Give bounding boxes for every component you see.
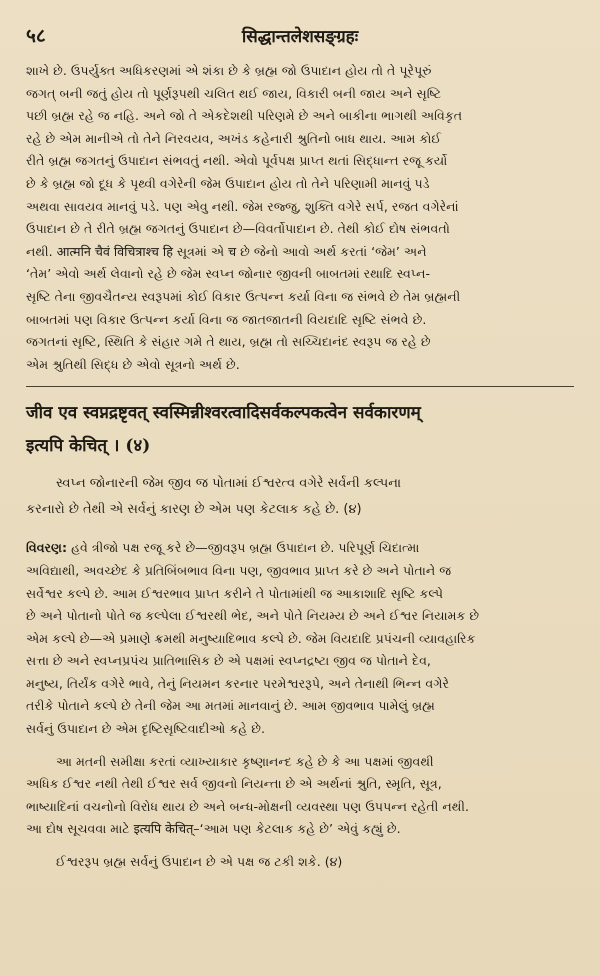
text-line: સત્તા છે અને સ્વપ્નપ્રપંચ પ્રાતિભાસિક છે એ પક્ષમાં સ્વપ્નદ્રષ્ટા જીવ જ પોતાને દેવ,: [26, 653, 431, 669]
text-line: જગતનાં સૃષ્ટિ, સ્થિતિ કે સંહાર ગમે તે થાય, બ્રહ્મ તો સચ્ચિદાનંદ સ્વરૂપ જ રહે છે: [26, 334, 431, 350]
commentary-paragraph: [26, 60, 574, 376]
running-title: सिद्धान्तलेशसङ्ग्रहः: [241, 27, 359, 47]
text-line: અધિક ઈશ્વર નથી તેથી ઈશ્વર સર્વ જીવનો નિયન્તા છે એ અર્થનાં શ્રુતિ, સ્મૃતિ, સૂત્ર,: [26, 776, 442, 792]
text-line: એમ કલ્પે છે—એ પ્રમાણે ક્રમથી મનુષ્યાદિભાવ કલ્પે છે. જેમ વિયદાદિ પ્રપંચની વ્યાવહારિક: [26, 630, 476, 646]
text-line: અથવા સાવયવ માનવું પડે. પણ એવુ નથી. જેમ રજ્જુ, શુક્તિ વગેરે સર્પ, રજત વગેરેનાં: [26, 198, 459, 214]
text-line: રીતે બ્રહ્મ જગતનું ઉપાદાન સંભવતું નથી. એવો પૂર્વપક્ષ પ્રાપ્ત થતાં સિદ્ધાન્ત રજૂ કર્યો: [26, 153, 448, 169]
text-line: ભાષ્યાદિનાં વચનોનો વિરોધ થાય છે અને બન્ધ-મોક્ષની વ્યવસ્થા પણ ઉપપન્ન રહેતી નથી.: [26, 798, 470, 814]
text-line: છે કે બ્રહ્મ જો દૂધ કે પૃથ્વી વગેરેની જેમ ઉપાદાન હોય તો તેને પરિણામી માનવું પડે: [26, 175, 430, 191]
text-line: મનુષ્ય, તિર્યંક વગેરે ભાવે, તેનું નિયમન કરનાર પરમેશ્વરરૂપે, અને તેનાથી ભિન્ન વગેરે: [26, 675, 449, 691]
text-line: આ મતની સમીક્ષા કરતાં વ્યાખ્યાકાર કૃષ્ણાનન્દ કહે છે કે આ પક્ષમાં જીવથી: [56, 753, 434, 769]
text-line: બાબતમાં પણ વિકાર ઉત્પન્ન કર્યા વિના જ જાતજાતની વિયદાદિ સૃષ્ટિ સંભવે છે.: [26, 311, 427, 327]
text-line: શાખે છે. ઉપર્યુક્ત અધિકરણમાં એ શંકા છે કે બ્રહ્મ જો ઉપાદાન હોય તો તે પૂરેપૂરું: [26, 63, 432, 78]
text-line: નથી. आत्मनि चैवं विचित्राश्च हि સૂત્રમાં એ च છે જેનો આવો અર્થ કરતાં ‘જેમ’ અને: [26, 243, 427, 259]
sanskrit-sutra: [26, 397, 574, 463]
text-line: સૃષ્ટિ તેના જીવચૈતન્ય સ્વરૂપમાં કોઈ વિકાર ઉત્પન્ન કર્યા વિના જ સંભવે છે તેમ બ્રહ્મની: [26, 288, 461, 304]
conclusion-line: ઈશ્વરરૂપ બ્રહ્મ સર્વનું ઉપાદાન છે એ પક્ષ જ ટકી શકે. (૪): [56, 854, 343, 870]
page-header: [26, 22, 574, 48]
vivaran-label: વિવરણ:: [26, 540, 68, 556]
text-line: અવિદ્યાથી, અવચ્છેદ કે પ્રતિબિંબભાવ વિના પણ, જીવભાવ પ્રાપ્ત કરે છે અને પોતાને જ: [26, 562, 452, 578]
text-line: રહે છે એમ માનીએ તો તેને નિરવયવ, અખંડ કહેનારી શ્રુતિનો બાધ થાય. આમ કોઈ: [26, 130, 442, 146]
sutra-line: इत्यपि केचित् । (४): [26, 436, 151, 457]
text-line: સર્વેશ્વર કલ્પે છે. આમ ઈશ્વરભાવ પ્રાપ્ત કરીને તે પોતામાંથી જ આકાશાદિ સૃષ્ટિ કલ્પે: [26, 585, 444, 601]
text-line: તરીકે પોતાને કલ્પે છે તેની જેમ આ મતમાં માનવાનું છે. આમ જીવભાવ પામેલું બ્રહ્મ: [26, 698, 435, 714]
translation-block: [26, 471, 574, 523]
text-line: જગત્ બની જતું હોય તો પૂર્ણરૂપથી ચલિત થઈ જાય, વિકારી બની જાય અને સૃષ્ટિ: [26, 85, 442, 101]
sutra-line: जीव एव स्वप्नद्रष्टृवत् स्वस्मिन्नीश्वरत्वादिसर्वकल्पकत्वेन सर्वकारणम्: [26, 403, 421, 424]
translation-line: સ્વપ્ન જોનારની જેમ જીવ જ પોતામાં ઈશ્વરત્વ વગેરે સર્વની કલ્પના: [56, 476, 402, 492]
text-line: હવે ત્રીજો પક્ષ રજૂ કરે છે—જીવરૂપ બ્રહ્મ ઉપાદાન છે. પરિપૂર્ણ ચિદાત્મા: [67, 540, 420, 556]
samiksha-block: [26, 751, 574, 841]
section-divider: [26, 386, 574, 387]
text-line: ‘તેમ’ એવો અર્થ લેવાનો રહે છે જેમ સ્વપ્ન જોનાર જીવની બાબતમાં રથાદિ સ્વપ્ન-: [26, 266, 431, 282]
page-number: ५८: [26, 25, 46, 47]
text-line: પછી બ્રહ્મ રહે જ નહિ. અને જો તે એકદેશથી પરિણમે છે અને બાકીના ભાગથી અવિકૃત: [26, 108, 463, 124]
text-line: છે અને પોતાનો પોતે જ કલ્પેલા ઈશ્વરથી ભેદ, અને પોતે નિયમ્ય છે અને ઈશ્વર નિયામક છે: [26, 608, 480, 624]
text-line: ઉપાદાન છે તે રીતે બ્રહ્મ જગતનું ઉપાદાન છે—વિવર્તોપાદાન છે. તેથી કોઈ દોષ સંભવતો: [26, 221, 450, 237]
translation-line: કરનારો છે તેથી એ સર્વનું કારણ છે એમ પણ કેટલાક કહે છે. (૪): [26, 502, 362, 518]
text-line: સર્વનું ઉપાદાન છે એમ દૃષ્ટિસૃષ્ટિવાદીઓ કહે છે.: [26, 721, 265, 737]
text-line: એમ શ્રુતિથી સિદ્ધ છે એવો સૂત્રનો અર્થ છે.: [26, 356, 240, 372]
text-line: આ દોષ સૂચવવા માટે इत्यपि केचित्–‘આમ પણ કેટલાક કહે છે’ એવું કહ્યું છે.: [26, 821, 401, 837]
vivaran-block: [26, 537, 574, 740]
